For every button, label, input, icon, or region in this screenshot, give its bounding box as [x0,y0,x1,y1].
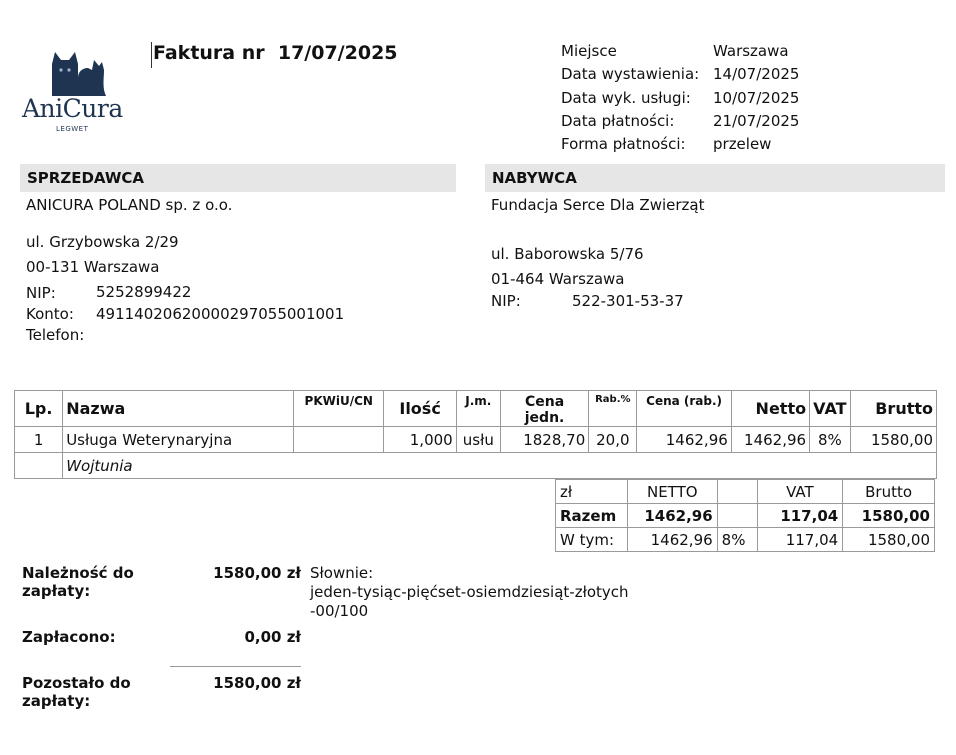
col-pkwiu: PKWiU/CN [294,391,384,427]
cell-discount: 20,0 [589,427,637,453]
meta-value: przelew [713,135,772,154]
divider [170,666,301,667]
cell-vat: 8% [810,427,851,453]
summary-header-row [556,480,935,504]
meta-value: 21/07/2025 [713,111,800,130]
invoice-title: Faktura nr 17/07/2025 [151,42,398,68]
seller-name: ANICURA POLAND sp. z o.o. [26,196,233,214]
seller-nip-label: NIP: [26,284,56,302]
seller-street: ul. Grzybowska 2/29 [26,233,179,251]
logo-wordmark: AniCura [22,94,123,123]
amount-due-value: 1580,00 zł [213,564,301,582]
buyer-nip: 522-301-53-37 [572,292,684,310]
col-net: Netto [731,391,809,427]
cell-unit-price: 1828,70 [500,427,588,453]
items-table [14,390,937,479]
col-lp: Lp. [15,391,63,427]
table-row [15,427,937,453]
remaining-value: 1580,00 zł [213,674,301,692]
seller-account-label: Konto: [26,305,74,323]
summary-rate-header [717,480,757,504]
col-vat: VAT [810,391,851,427]
summary-table [555,479,935,552]
meta-value: Warszawa [713,42,789,60]
remaining-label: Pozostało do zapłaty: [22,674,131,710]
item-note: Wojtunia [63,453,937,479]
summary-gross-header: Brutto [843,480,935,504]
paid-value: 0,00 zł [244,628,301,646]
amount-in-words: jeden-tysiąc-pięćset-osiemdziesiąt-złotych -00/100 [310,583,629,620]
meta-value: 10/07/2025 [713,88,800,107]
buyer-heading: NABYWCA [485,164,945,192]
meta-label: Data płatności: [561,111,675,130]
cell-lp: 1 [15,427,63,453]
summary-net-header: NETTO [627,480,717,504]
summary-breakdown-row [556,528,935,552]
seller-account: 49114020620000297055001001 [96,305,345,323]
seller-city: 00-131 Warszawa [26,258,160,276]
col-discount: Rab.% [589,391,637,427]
amount-due-label: Należność do zapłaty: [22,564,134,600]
cell-quantity: 1,000 [384,427,456,453]
cell-unit: usłu [456,427,500,453]
summary-total-net: 1462,96 [627,504,717,528]
summary-vat-header: VAT [757,480,843,504]
summary-total-rate [717,504,757,528]
buyer-city: 01-464 Warszawa [491,270,625,288]
cell-net: 1462,96 [731,427,809,453]
items-header-row [15,391,937,427]
col-discount-price: Cena (rab.) [637,391,731,427]
cell-pkwiu [294,427,384,453]
meta-value: 14/07/2025 [713,65,800,84]
col-name: Nazwa [63,391,294,427]
cell-discount-price: 1462,96 [637,427,731,453]
col-quantity: Ilość [384,391,456,427]
summary-total-vat: 117,04 [757,504,843,528]
buyer-street: ul. Baborowska 5/76 [491,245,644,263]
meta-label: Miejsce [561,42,617,60]
meta-label: Forma płatności: [561,135,686,154]
buyer-name: Fundacja Serce Dla Zwierząt [491,196,705,214]
seller-heading: SPRZEDAWCA [20,164,456,192]
seller-phone-label: Telefon: [26,326,85,344]
note-row [15,453,937,479]
meta-label: Data wystawienia: [561,65,700,84]
logo-subtitle: LEGWET [56,125,89,133]
col-unit: J.m. [456,391,500,427]
summary-breakdown-vat: 117,04 [757,528,843,552]
summary-breakdown-gross: 1580,00 [843,528,935,552]
col-gross: Brutto [850,391,936,427]
company-logo [22,48,124,134]
cell-name: Usługa Weterynaryjna [63,427,294,453]
summary-breakdown-net: 1462,96 [627,528,717,552]
summary-breakdown-rate: 8% [717,528,757,552]
amount-words-label: Słownie: [310,564,374,582]
summary-total-label: Razem [556,504,628,528]
buyer-nip-label: NIP: [491,292,521,310]
cats-logo-icon [48,48,106,96]
note-spacer [15,453,63,479]
summary-breakdown-label: W tym: [556,528,628,552]
cell-gross: 1580,00 [850,427,936,453]
summary-currency: zł [556,480,628,504]
seller-nip: 5252899422 [96,283,192,301]
summary-total-gross: 1580,00 [843,504,935,528]
paid-label: Zapłacono: [22,628,116,646]
summary-total-row [556,504,935,528]
meta-label: Data wyk. usługi: [561,88,691,107]
col-unit-price: Cena jedn. [500,391,588,427]
